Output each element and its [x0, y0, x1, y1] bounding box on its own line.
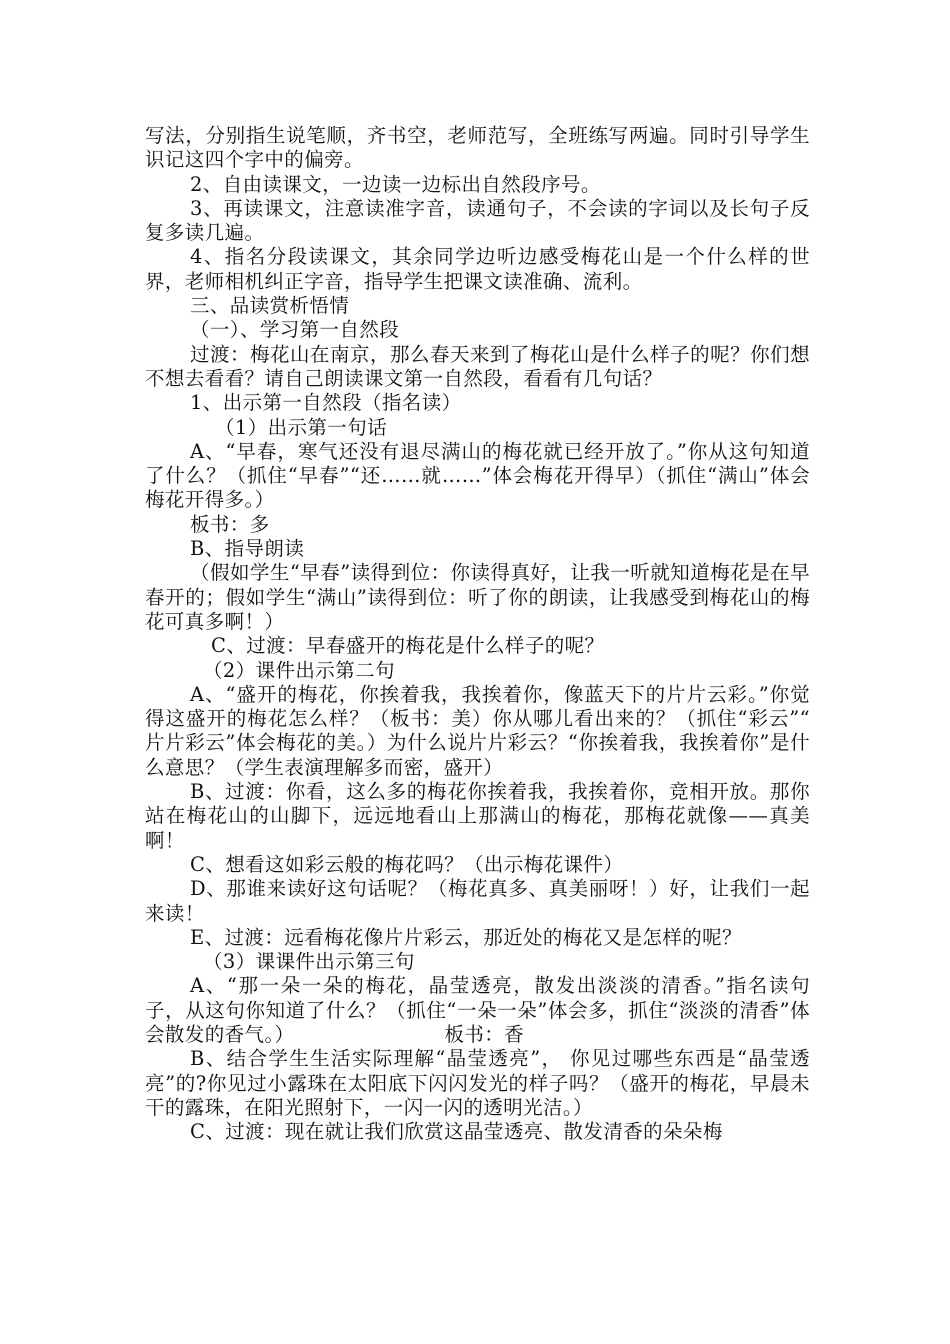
paragraph: （2）课件出示第二句	[203, 658, 395, 682]
paragraph-text: A、“那一朵一朵的梅花，晶莹透亮，散发出淡淡的清香。”指名读句子，从这句你知道了什么？（抓住“一朵一朵”体会多，抓住“淡淡的清香”体会散发的香气。）	[145, 974, 810, 1046]
subsection-heading: （一）、学习第一自然段	[190, 318, 400, 342]
paragraph: （1）出示第一句话	[215, 415, 388, 439]
paragraph: （假如学生“早春”读得到位：你读得真好，让我一听就知道梅花是在早春开的；假如学生“满山”读得到位：听了你的朗读，让我感受到梅花山的梅花可真多啊！）	[145, 561, 810, 633]
paragraph: B、过渡：你看，这么多的梅花你挨着我，我挨着你，竞相开放。那你站在梅花山的山脚下，远远地看山上那满山的梅花，那梅花就像——真美啊！	[145, 780, 810, 852]
paragraph: C、过渡：现在就让我们欣赏这晶莹透亮、散发清香的朵朵梅	[190, 1120, 723, 1144]
document-body	[145, 124, 810, 1144]
paragraph: 4、指名分段读课文，其余同学边听边感受梅花山是一个什么样的世界，老师相机纠正字音，指导学生把课文读准确、流利。	[145, 245, 810, 293]
paragraph: 1、出示第一自然段（指名读）	[190, 391, 462, 415]
paragraph: 写法，分别指生说笔顺，齐书空，老师范写，全班练写两遍。同时引导学生识记这四个字中的偏旁。	[145, 124, 810, 172]
paragraph: 2、自由读课文，一边读一边标出自然段序号。	[190, 172, 601, 196]
paragraph: D、那谁来读好这句话呢？（梅花真多、真美丽呀！）好，让我们一起来读！	[145, 877, 810, 925]
paragraph: 过渡：梅花山在南京，那么春天来到了梅花山是什么样子的呢？你们想不想去看看？请自己朗读课文第一自然段，看看有几句话？	[145, 342, 810, 390]
paragraph: 3、再读课文，注意读准字音，读通句子，不会读的字词以及长句子反复多读几遍。	[145, 196, 810, 245]
paragraph: B、结合学生生活实际理解“晶莹透亮”， 你见过哪些东西是“晶莹透亮”的?你见过小露珠在太阳底下闪闪发光的样子吗？（盛开的梅花，早晨未干的露珠，在阳光照射下，一闪一闪的透明光洁。）	[145, 1047, 810, 1119]
paragraph: E、过渡：远看梅花像片片彩云，那近处的梅花又是怎样的呢？	[190, 925, 742, 949]
paragraph	[145, 974, 810, 1047]
paragraph: A、“盛开的梅花，你挨着我，我挨着你，像蓝天下的片片云彩。”你觉得这盛开的梅花怎么样？（板书：美）你从哪儿看出来的？（抓住“彩云”“ 片片彩云”体会梅花的美。）为什么说片片彩云？“你挨着我，我挨着你”是什么意思？（学生表演理解多而密，盛开）	[145, 682, 810, 779]
paragraph: B、指导朗读	[190, 537, 305, 561]
blackboard-note: 板书：香	[444, 1022, 525, 1046]
section-heading: 三、品读赏析悟情	[190, 294, 350, 318]
paragraph: （3）课课件出示第三句	[203, 950, 415, 974]
blackboard-note: 板书：多	[190, 512, 270, 536]
paragraph: A、“早春，寒气还没有退尽满山的梅花就已经开放了。”你从这句知道了什么？（抓住“早春”“还……就……”体会梅花开得早）（抓住“满山”体会梅花开得多。）	[145, 439, 810, 512]
paragraph: C、想看这如彩云般的梅花吗？（出示梅花课件）	[190, 852, 624, 876]
paragraph: C、过渡：早春盛开的梅花是什么样子的呢？	[211, 634, 605, 658]
